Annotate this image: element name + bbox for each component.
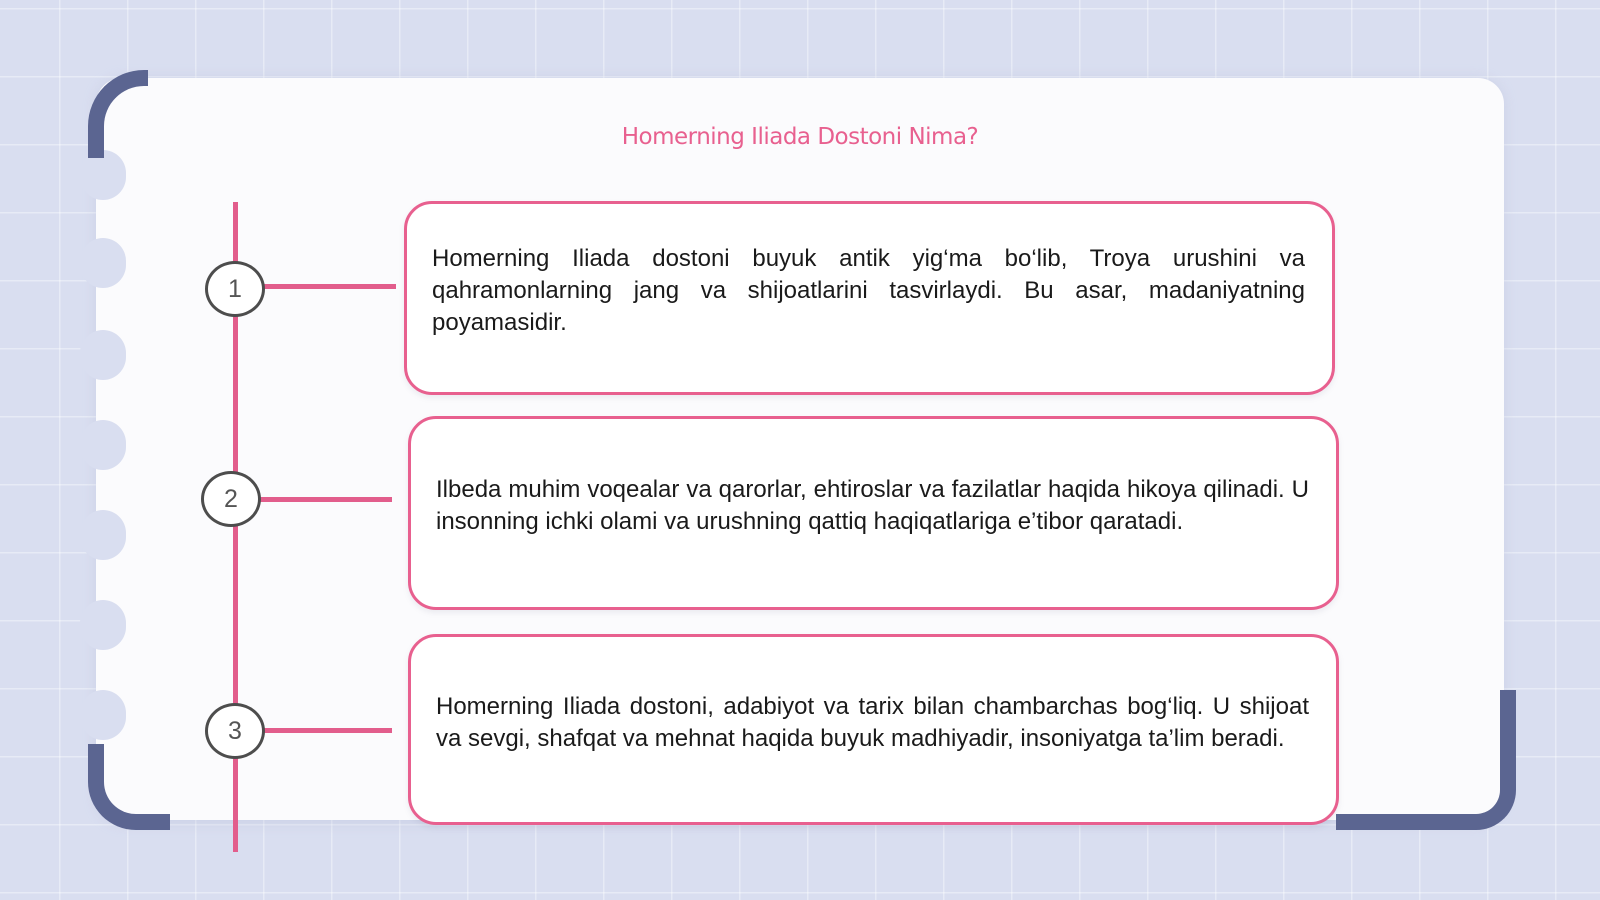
step-connector	[264, 284, 396, 289]
paper-notch	[80, 420, 126, 470]
step-card-text: Homerning Iliada dostoni buyuk antik yig‘ma bo‘lib, Troya urushini va qahramonlarning jang va shijoatlarini tasvirlaydi. Bu asar, madaniyatning poyamasidir.	[432, 245, 1305, 336]
slide-title: Homerning Iliada Dostoni Nima?	[621, 124, 979, 150]
step-card-text: Ilbeda muhim voqealar va qarorlar, ehtiroslar va fazilatlar haqida hikoya qilinadi. U insonning ichki olami va urushning qattiq haqiqatlariga e’tibor qaratadi.	[436, 476, 1309, 535]
step-card-1	[404, 201, 1335, 395]
corner-bracket-bottom-left	[88, 744, 170, 830]
step-number-3: 3	[205, 703, 265, 759]
step-card-3	[408, 634, 1339, 825]
paper-notch	[80, 330, 126, 380]
paper-notch	[80, 238, 126, 288]
step-number-2: 2	[201, 471, 261, 527]
step-card-text: Homerning Iliada dostoni, adabiyot va tarix bilan chambarchas bog‘liq. U shijoat va sevgi, shafqat va mehnat haqida buyuk madhiyadir, insoniyatga ta’lim beradi.	[436, 692, 1309, 752]
paper-notch	[80, 690, 126, 740]
paper-notch	[80, 600, 126, 650]
step-number-1: 1	[205, 261, 265, 317]
step-card-2	[408, 416, 1339, 610]
step-connector	[264, 728, 392, 733]
step-connector	[260, 497, 392, 502]
corner-bracket-bottom-right	[1336, 690, 1516, 830]
paper-notch	[80, 510, 126, 560]
